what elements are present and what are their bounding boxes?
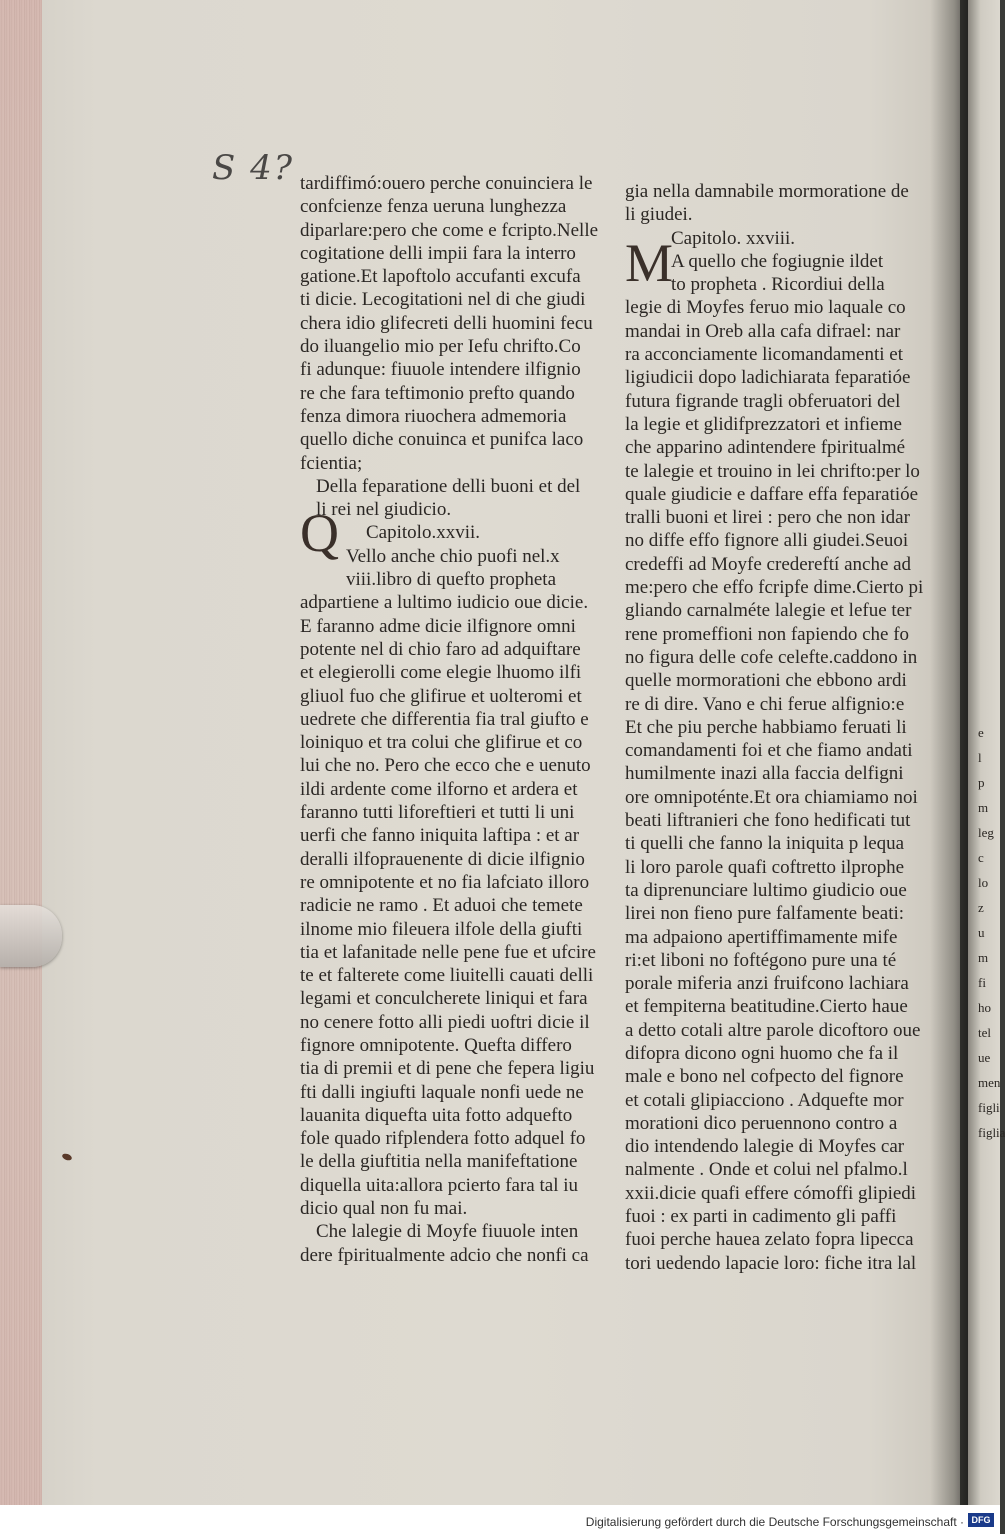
text-line: rene promeffioni non fapiendo che fo xyxy=(625,623,910,645)
text-line: et cotali glipiacciono . Adquefte mor xyxy=(625,1089,904,1111)
section-heading-line: Della feparatione delli buoni et del xyxy=(316,475,581,497)
text-line: credeffi ad Moyfe credereftí anche ad xyxy=(625,553,912,575)
text-line: fenza dimora riuochera admemoria xyxy=(300,405,567,427)
dropcap-left: Q xyxy=(300,503,339,563)
facing-page-fragment: c xyxy=(978,850,984,865)
text-line: uerfi che fanno iniquita laftipa : et ar xyxy=(300,825,580,847)
text-line: diquella uita:allora pcierto fara tal iu xyxy=(300,1174,579,1196)
text-line: gatione.Et lapoftolo accufanti excufa xyxy=(300,266,581,288)
text-line: ma adpaiono apertiffimamente mife xyxy=(625,926,898,948)
facing-page-fragment: figlia xyxy=(978,1125,1005,1140)
text-line: morationi dico peruennono contro a xyxy=(625,1112,898,1134)
text-line: potente nel di chio faro ad adquiftare xyxy=(300,638,581,660)
text-line: lui che no. Pero che ecco che e uenuto xyxy=(300,755,591,777)
text-line: deralli ilfoprauenente di dicie ilfignio xyxy=(300,848,585,870)
text-line: adpartiene a lultimo iudicio oue dicie. xyxy=(300,592,589,614)
text-line: fuoi perche hauea zelato fopra lipecca xyxy=(625,1229,914,1251)
facing-page-fragment: lo xyxy=(978,875,989,890)
text-line: a detto cotali altre parole dicoftoro oue xyxy=(625,1019,921,1041)
text-line: quello diche conuinca et punifca laco xyxy=(300,429,584,451)
text-line: li loro parole quafi coftretto ilprophe xyxy=(625,856,905,878)
text-line: no figura delle cofe celefte.caddono in xyxy=(625,646,918,668)
text-line: et fempiterna beatitudine.Cierto haue xyxy=(625,996,908,1018)
edge-tint xyxy=(0,0,42,1505)
text-line: no diffe effo fignore alli giudei.Seuoi xyxy=(625,530,909,552)
text-line: la legie et glidifprezzatori et infieme xyxy=(625,413,902,435)
facing-page-fragment: figli xyxy=(978,1100,1000,1115)
text-line: ti dicie. Lecogitationi nel di che giudi xyxy=(300,289,586,311)
chapter-heading: Capitolo. xxviii. xyxy=(671,227,796,249)
text-line: E faranno adme dicie ilfignore omni xyxy=(300,615,576,637)
text-line: tia di premii et di pene che fepera ligiu xyxy=(300,1058,595,1080)
text-line: fuoi : ex parti in cadimento gli paffi xyxy=(625,1206,897,1228)
text-line: dio intendendo lalegie di Moyfes car xyxy=(625,1136,905,1158)
text-line: Che lalegie di Moyfe fiuuole inten xyxy=(316,1221,579,1243)
text-line: dere fpiritualmente adcio che nonfi ca xyxy=(300,1244,589,1266)
facing-page-fragment: leg xyxy=(978,825,994,840)
text-line: mandai in Oreb alla cafa difrael: nar xyxy=(625,320,901,342)
text-line: fi adunque: fiuuole intendere ilfignio xyxy=(300,359,581,381)
text-line: loiniquo et tra colui che glifirue et co xyxy=(300,732,583,754)
text-line: uedrete che differentia fia tral giufto e xyxy=(300,708,589,730)
text-line: ri:et liboni no foftégono pure una té xyxy=(625,949,897,971)
text-line: fole quado rifplendera fotto adquel fo xyxy=(300,1128,586,1150)
text-line: quale giudicie e daffare effa feparatióe xyxy=(625,483,919,505)
text-line: me:pero che effo fcripfe dime.Cierto pi xyxy=(625,577,924,599)
text-line: le della giuftitia nella manifeftatione xyxy=(300,1151,578,1173)
text-line: no cenere fotto alli piedi uoftri dicie il xyxy=(300,1011,590,1033)
footer-credit: Digitalisierung gefördert durch die Deutsche Forschungsgemeinschaft · xyxy=(585,1515,964,1529)
text-line: lauanita diquefta uita fotto adquefto xyxy=(300,1104,573,1126)
text-line: tia et lafanitade nelle pene fue et ufcire xyxy=(300,941,596,963)
text-line: tralli buoni et lirei : pero che non idar xyxy=(625,507,910,529)
facing-page-fragment: fi xyxy=(978,975,986,990)
page-clamp xyxy=(0,905,62,967)
section-heading-line: li rei nel giudicio. xyxy=(316,499,452,521)
text-line: li giudei. xyxy=(625,204,693,226)
text-line: legie di Moyfes feruo mio laquale co xyxy=(625,297,906,319)
text-line: quelle mormorationi che ebbono ardi xyxy=(625,670,907,692)
text-line: ligiudicii dopo ladichiarata feparatióe xyxy=(625,367,911,389)
facing-page-fragment: l xyxy=(978,750,982,765)
text-line: viii.libro di quefto propheta xyxy=(346,569,557,591)
text-line: chera idio glifecreti delli huomini fecu xyxy=(300,312,593,334)
text-line: xxii.dicie quafi effere cómoffi glipiedi xyxy=(625,1182,917,1204)
text-line: porale miferia anzi fruifcono lachiara xyxy=(625,973,909,995)
text-line: difopra dicono ogni huomo che fa il xyxy=(625,1042,899,1064)
text-line: faranno tutti liforeftieri et tutti li uni xyxy=(300,802,575,824)
facing-page-fragment: m xyxy=(978,800,989,815)
text-line: te et falterete come liuitelli cauati delli xyxy=(300,965,594,987)
text-line: et elegierolli come elegie lhuomo ilfi xyxy=(300,662,582,684)
facing-page-fragment: ho xyxy=(978,1000,991,1015)
text-line: humilmente inazi alla faccia delfigni xyxy=(625,763,904,785)
text-line: re omnipotente et no fia lafciato illoro xyxy=(300,871,590,893)
text-line: re di dire. Vano e chi ferue alfignio:e xyxy=(625,693,905,715)
text-line: ra acconciamente licomandamenti et xyxy=(625,344,903,366)
page-block-edge xyxy=(0,0,42,1505)
facing-page-fragment: u xyxy=(978,925,985,940)
text-line: comandamenti foi et che fiamo andati xyxy=(625,740,913,762)
text-line: fti dalli ingiufti laquale nonfi uede ne xyxy=(300,1081,584,1103)
text-line: cogitatione delli impii fara la interro xyxy=(300,242,576,264)
text-line: fcientia; xyxy=(300,452,363,474)
gutter-shadow xyxy=(930,0,970,1505)
text-line: ta diprenunciare lultimo giudicio oue xyxy=(625,879,907,901)
text-line: legami et conculcherete liniqui et fara xyxy=(300,988,588,1010)
text-line: do iluangelio mio per Iefu chrifto.Co xyxy=(300,336,581,358)
handwritten-folio-number: S 4? xyxy=(212,148,294,188)
facing-page-fragment: e xyxy=(978,725,984,740)
text-line: dicio qual non fu mai. xyxy=(300,1198,468,1220)
text-line: ti quelli che fanno la iniquita p lequa xyxy=(625,833,905,855)
dropcap-right: M xyxy=(625,233,674,293)
facing-page-fragment: z xyxy=(978,900,984,915)
text-line: nalmente . Onde et colui nel pfalmo.l xyxy=(625,1159,908,1181)
text-line: Vello anche chio puofi nel.x xyxy=(346,545,560,567)
text-line: tori uedendo lapacie loro: fiche itra lal xyxy=(625,1252,917,1274)
facing-page-text xyxy=(978,720,1005,1145)
facing-page-fragment: tel xyxy=(978,1025,991,1040)
text-line: te lalegie et trouino in lei chrifto:per lo xyxy=(625,460,920,482)
text-line: che apparino adintendere fpiritualmé xyxy=(625,437,906,459)
text-line: radicie ne ramo . Et aduoi che temete xyxy=(300,895,583,917)
text-line: futura figrande tragli obferuatori del xyxy=(625,390,901,412)
text-line: gliuol fuo che glifirue et uolteromi et xyxy=(300,685,582,707)
chapter-heading: Capitolo.xxvii. xyxy=(366,522,480,544)
text-line: fignore omnipotente. Quefta differo xyxy=(300,1034,572,1056)
facing-page-fragment: ue xyxy=(978,1050,991,1065)
facing-page-fragment: men xyxy=(978,1075,1001,1090)
text-line: male e bono nel cofpecto del fignore xyxy=(625,1066,904,1088)
left-text-column xyxy=(300,172,599,1267)
text-line: diparlare:pero che come e fcripto.Nelle xyxy=(300,219,599,241)
text-line: Et che piu perche habbiamo feruati li xyxy=(625,716,907,738)
text-line: beati liftranieri che fono hedificati tut xyxy=(625,810,911,832)
text-line: ildi ardente come ilforno et ardera et xyxy=(300,778,578,800)
text-line: tardiffimó:ouero perche conuinciera le xyxy=(300,173,593,194)
text-line: A quello che fogiugnie ildet xyxy=(671,250,884,272)
text-line: to propheta . Ricordiui della xyxy=(671,274,885,296)
facing-page-fragment: m xyxy=(978,950,989,965)
right-text-column xyxy=(625,180,924,1275)
text-line: re che fara teftimonio prefto quando xyxy=(300,382,575,404)
dfg-logo: DFG xyxy=(968,1513,994,1527)
facing-page-fragment: p xyxy=(978,775,985,790)
text-line: ilnome mio fileuera ilfole della giufti xyxy=(300,918,583,940)
text-line: gliando carnalméte lalegie et lefue ter xyxy=(625,600,912,622)
text-line: gia nella damnabile mormoratione de xyxy=(625,181,909,202)
text-line: lirei non fieno pure falfamente beati: xyxy=(625,903,905,925)
text-line: confcienze fenza ueruna lunghezza xyxy=(300,196,567,218)
text-line: ore omnipoténte.Et ora chiamiamo noi xyxy=(625,786,918,808)
